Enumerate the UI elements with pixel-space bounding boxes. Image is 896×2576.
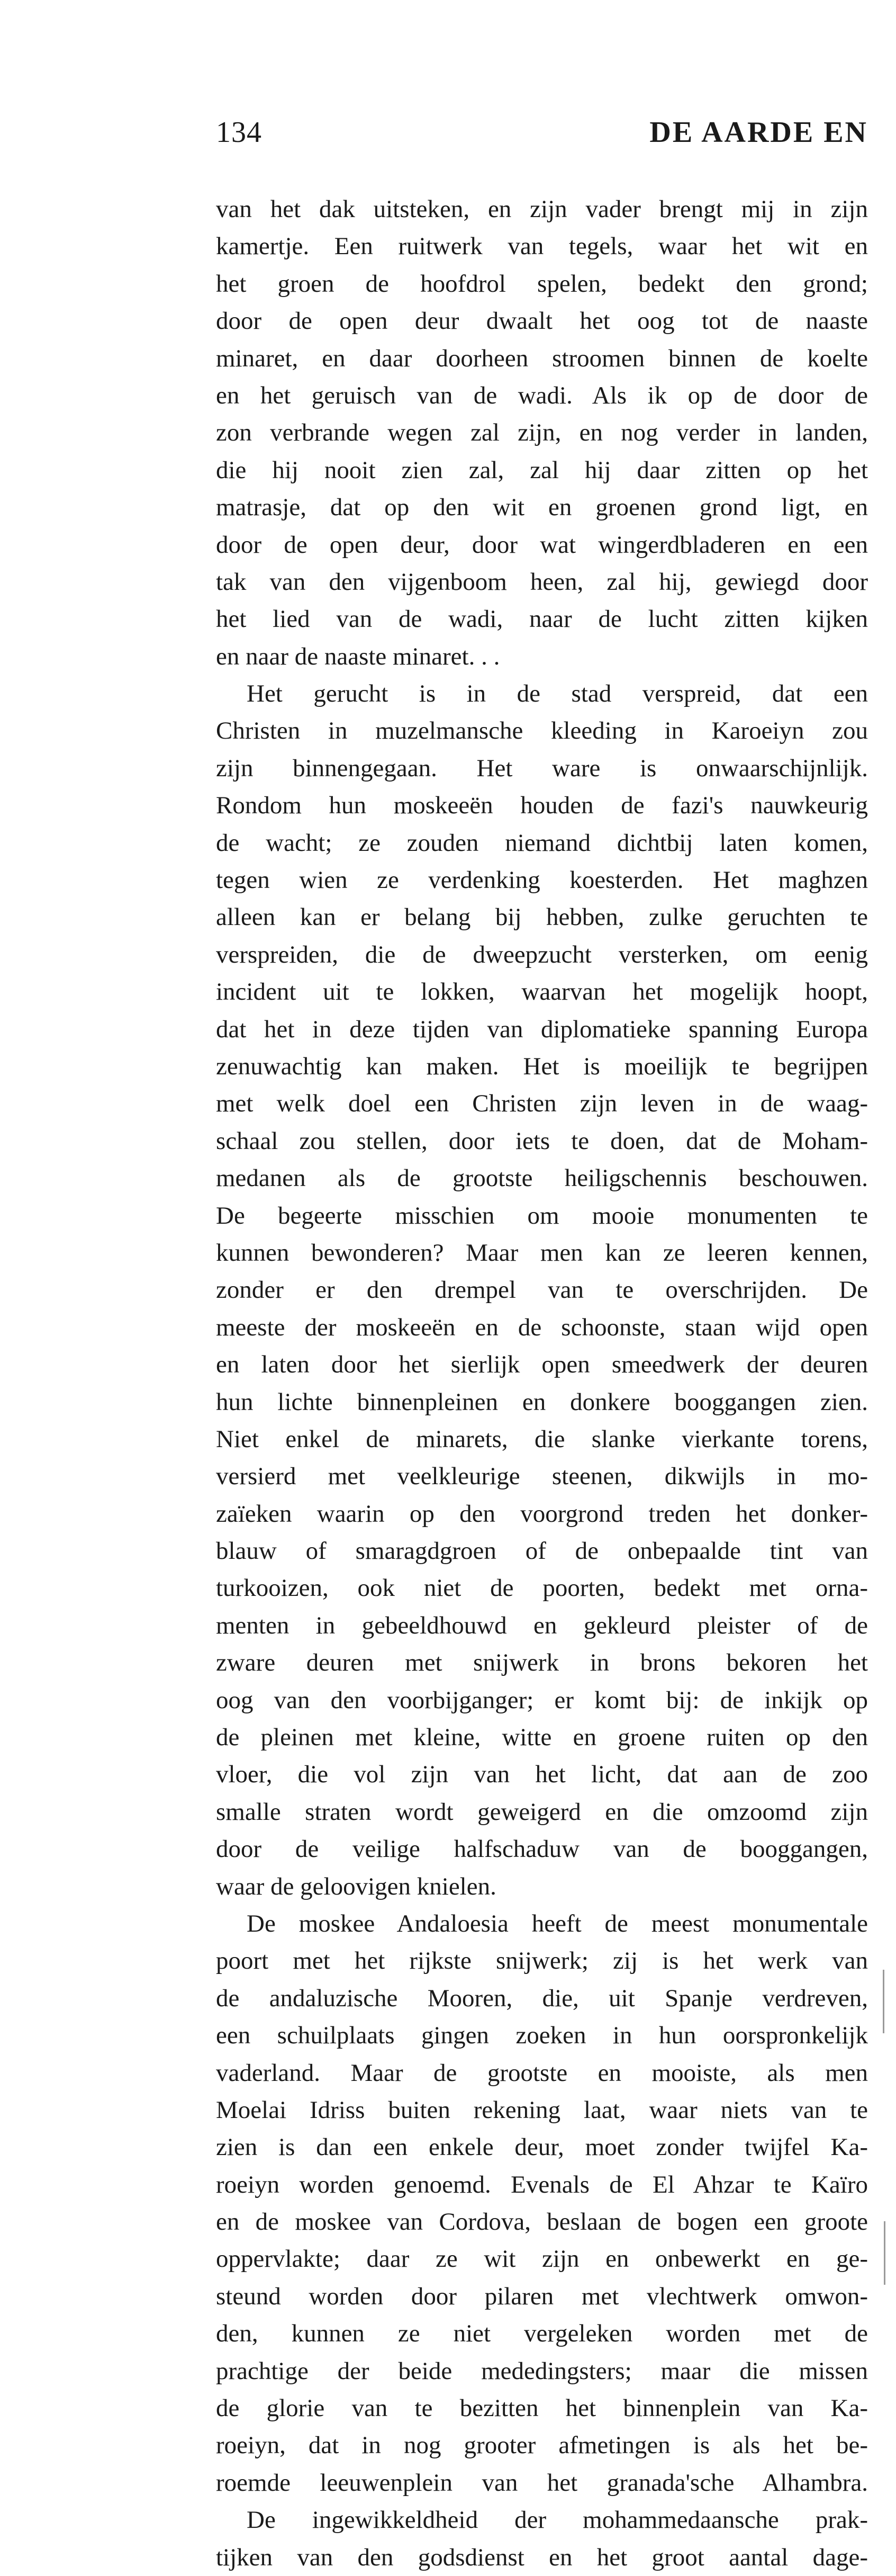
text-line: door de veilige halfschaduw van de booggangen, [216, 1835, 868, 1863]
text-line: steund worden door pilaren met vlechtwerk omwon- [216, 2282, 868, 2310]
text-line: de glorie van te bezitten het binnenplein van Ka- [216, 2394, 868, 2422]
text-line: zon verbrande wegen zal zijn, en nog verder in landen, [216, 419, 868, 447]
body-text [216, 191, 868, 2576]
running-head: DE AARDE EN [649, 116, 868, 149]
text-line: vaderland. Maar de grootste en mooiste, als men [216, 2059, 868, 2087]
text-line: tegen wien ze verdenking koesterden. Het maghzen [216, 866, 868, 894]
text-line: zonder er den drempel van te overschrijden. De [216, 1276, 868, 1304]
text-line: kamertje. Een ruitwerk van tegels, waar het wit en [216, 232, 868, 261]
text-line: en de moskee van Cordova, beslaan de bogen een groote [216, 2208, 868, 2236]
text-line: den, kunnen ze niet vergeleken worden met de [216, 2320, 868, 2348]
paragraph-first-line: Het gerucht is in de stad verspreid, dat een [247, 680, 868, 708]
text-line: poort met het rijkste snijwerk; zij is het werk van [216, 1947, 868, 1975]
text-line: Moelai Idriss buiten rekening laat, waar niets van te [216, 2096, 868, 2124]
text-line: versierd met veelkleurige steenen, dikwijls in mo- [216, 1462, 868, 1491]
text-line: blauw of smaragdgroen of de onbepaalde tint van [216, 1537, 868, 1565]
text-line: van het dak uitsteken, en zijn vader brengt mij in zijn [216, 195, 868, 223]
paragraph-first-line: De moskee Andaloesia heeft de meest monumentale [247, 1909, 868, 1937]
paragraph-first-line: De ingewikkeldheid der mohammedaansche prak- [247, 2506, 868, 2534]
text-line: Niet enkel de minarets, die slanke vierkante torens, [216, 1425, 868, 1453]
text-line: en laten door het sierlijk open smeedwerk der deuren [216, 1351, 868, 1379]
text-line: De begeerte misschien om mooie monumenten te [216, 1201, 868, 1229]
text-line: medanen als de grootste heiligschennis beschouwen. [216, 1164, 868, 1192]
scan-edge-mark [883, 1970, 884, 2033]
text-line: smalle straten wordt geweigerd en die omzoomd zijn [216, 1798, 868, 1826]
text-line: en het geruisch van de wadi. Als ik op de door de [216, 381, 868, 409]
text-line: vloer, die vol zijn van het licht, dat aan de zoo [216, 1761, 868, 1789]
text-line: minaret, en daar doorheen stroomen binnen de koelte [216, 344, 868, 372]
text-line: waar de geloovigen knielen. [216, 1872, 496, 1900]
text-line: die hij nooit zien zal, zal hij daar zitten op het [216, 456, 868, 484]
text-line: turkooizen, ook niet de poorten, bedekt met orna- [216, 1574, 868, 1602]
text-line: roeiyn, dat in nog grooter afmetingen is als het be- [216, 2431, 868, 2460]
text-line: de andaluzische Mooren, die, uit Spanje verdreven, [216, 1984, 868, 2012]
text-line: het lied van de wadi, naar de lucht zitten kijken [216, 605, 868, 633]
text-line: Christen in muzelmansche kleeding in Karoeiyn zou [216, 717, 868, 745]
text-line: de pleinen met kleine, witte en groene ruiten op den [216, 1724, 868, 1752]
text-line: door de open deur, door wat wingerdbladeren en een [216, 531, 868, 559]
text-line: oppervlakte; daar ze wit zijn en onbewerkt en ge- [216, 2245, 868, 2273]
text-line: prachtige der beide mededingsters; maar die missen [216, 2357, 868, 2385]
text-line: tijken van den godsdienst en het groot aantal dage- [216, 2543, 868, 2571]
text-line: zware deuren met snijwerk in brons bekoren het [216, 1649, 868, 1677]
text-line: dat het in deze tijden van diplomatieke spanning Europa [216, 1015, 868, 1043]
text-line: kunnen bewonderen? Maar men kan ze leeren kennen, [216, 1238, 868, 1267]
text-line: roemde leeuwenplein van het granada'sche Alhambra. [216, 2469, 868, 2497]
text-line: en naar de naaste minaret. . . [216, 642, 500, 670]
text-line: zenuwachtig kan maken. Het is moeilijk te begrijpen [216, 1052, 868, 1080]
page-number: 134 [216, 116, 262, 149]
scan-edge-mark [884, 2221, 885, 2285]
text-line: schaal zou stellen, door iets te doen, dat de Moham- [216, 1127, 868, 1155]
text-line: hun lichte binnenpleinen en donkere booggangen zien. [216, 1388, 868, 1416]
text-line: menten in gebeeldhouwd en gekleurd pleister of de [216, 1611, 868, 1639]
text-line: tak van den vijgenboom heen, zal hij, gewiegd door [216, 568, 868, 596]
text-line: door de open deur dwaalt het oog tot de naaste [216, 307, 868, 335]
text-line: alleen kan er belang bij hebben, zulke geruchten te [216, 903, 868, 931]
text-line: zijn binnengegaan. Het ware is onwaarschijnlijk. [216, 754, 868, 782]
text-line: zien is dan een enkele deur, moet zonder twijfel Ka- [216, 2133, 868, 2161]
page-header [216, 111, 868, 154]
text-line: het groen de hoofdrol spelen, bedekt den grond; [216, 270, 868, 298]
text-line: de wacht; ze zouden niemand dichtbij laten komen, [216, 829, 868, 857]
text-line: met welk doel een Christen zijn leven in de waag- [216, 1090, 868, 1118]
text-line: Rondom hun moskeeën houden de fazi's nauwkeurig [216, 792, 868, 820]
text-line: een schuilplaats gingen zoeken in hun oorspronkelijk [216, 2022, 868, 2050]
text-line: incident uit te lokken, waarvan het mogelijk hoopt, [216, 978, 868, 1006]
text-line: verspreiden, die de dweepzucht versterken, om eenig [216, 940, 868, 968]
text-line: roeiyn worden genoemd. Evenals de El Ahzar te Kaïro [216, 2170, 868, 2198]
text-line: meeste der moskeeën en de schoonste, staan wijd open [216, 1313, 868, 1341]
text-line: oog van den voorbijganger; er komt bij: de inkijk op [216, 1686, 868, 1714]
text-line: zaïeken waarin op den voorgrond treden het donker- [216, 1500, 868, 1528]
text-line: matrasje, dat op den wit en groenen grond ligt, en [216, 493, 868, 522]
